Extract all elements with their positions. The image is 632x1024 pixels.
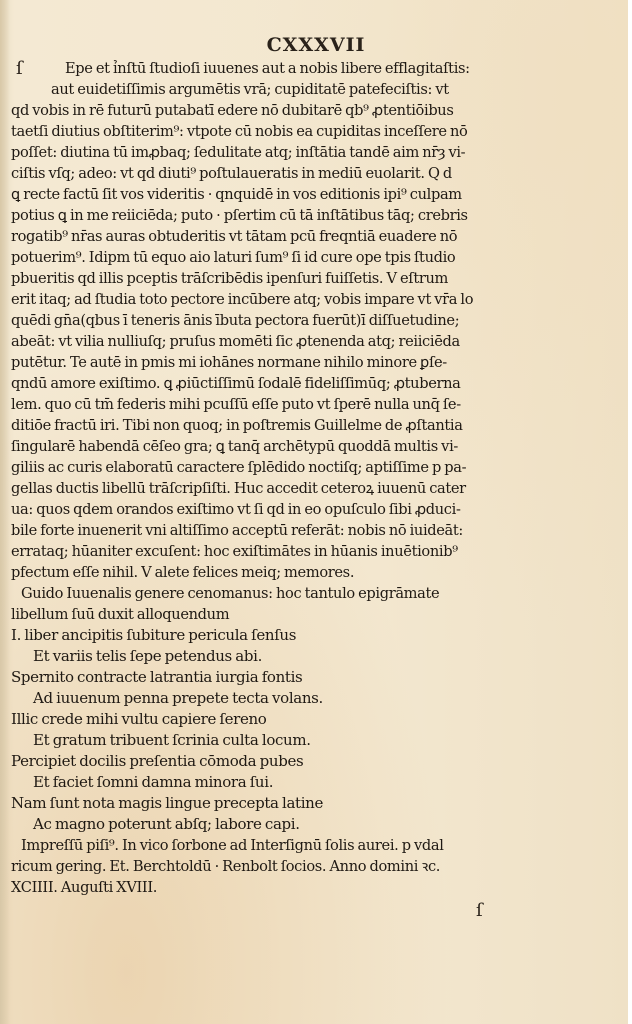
signature-mark-bottom: ſ <box>476 900 483 921</box>
page-edge <box>628 0 632 1024</box>
prose-line: poſſet: diutina tū imꝓbaq; ſedulitate atq; inſtātia tandē aim nr̄ȝ vi- <box>11 144 466 161</box>
prose-line: putētur. Te autē in pmis mi iohānes normane nihilo minore ꝑſe- <box>11 354 447 371</box>
verse-line: Ad iuuenum penna prepete tecta volans. <box>33 689 323 707</box>
prose-line: abeāt: vt vilia nulliuſq; pruſus momēti ſic ꝓtenenda atq; reiiciēda <box>11 333 460 350</box>
prose-line: rogatib⁹ nr̄as auras obtuderitis vt tātam pcū freqntiā euadere nō <box>11 228 458 245</box>
epigram-intro-line: libellum ſuū duxit alloquendum <box>11 606 230 623</box>
colophon-line: XCIIII. Auguſti XVIII. <box>11 879 158 896</box>
colophon <box>11 835 539 898</box>
verse-line: Et gratum tribuent ſcrinia culta locum. <box>33 731 311 749</box>
prose-line: bile forte inuenerit vni altiſſimo acceptū referāt: nobis nō iuideāt: <box>11 522 463 539</box>
colophon-line: ricum gering. Et. Berchtoldū · Renbolt ſocios. Anno domini ꝛc. <box>11 858 441 875</box>
prose-line: ciſtis vſq; adeo: vt qd diuti⁹ poſtulaueratis in mediū euolarit. Q d <box>11 165 452 182</box>
verse-line: Et faciet ſomni damna minora ſui. <box>33 773 274 791</box>
prose-line: lem. quo cū tm̄ federis mihi pcuſſū eſſe puto vt ſperē nulla unq̄ ſe- <box>11 396 461 413</box>
verse-line: Spernito contracte latrantia iurgia fontis <box>11 668 303 686</box>
prose-line: pfectum eſſe nihil. V alete felices meiq; memores. <box>11 564 355 581</box>
prose-line: ua: quos qdem orandos exiſtimo vt ſi qd in eo opuſculo ſibi ꝓduci- <box>11 501 461 518</box>
verse-line: Illic crede mihi vultu capiere ſereno <box>11 710 267 728</box>
prose-line: taetſi diutius obſtiterim⁹: vtpote cū nobis ea cupiditas inceſſere nō <box>11 123 468 140</box>
prose-line: potuerim⁹. Idipm tū equo aio laturi ſum⁹ ſi id cure ope tpis ſtudio <box>11 249 456 266</box>
prose-line: quēdi gn̄a(qbus ī teneris ānis ībuta pectora fuerūt)ī diſſuetudine; <box>11 312 460 329</box>
prose-line: ſingularē habendā cēſeo gra; ꝗ tanq̄ archētypū quoddā multis vi- <box>11 438 458 455</box>
verse-line: Ac magno poterunt abſq; labore capi. <box>33 815 300 833</box>
prose-line: aut euidetiſſimis argumētis vrā; cupiditatē patefeciſtis: vt <box>51 81 449 98</box>
verse-line: Nam ſunt nota magis lingue precepta latine <box>11 794 324 812</box>
prose-section <box>11 58 539 583</box>
epigram-intro-line: Guido Iuuenalis genere cenomanus: hoc tantulo epigrāmate <box>21 585 440 602</box>
verse-line: Et variis telis ſepe petendus abi. <box>33 647 263 665</box>
prose-line: qd vobis in rē futurū putabatī edere nō dubitarē qb⁹ ꝓtentiōibus <box>11 102 454 119</box>
verse-line: Percipiet docilis preſentia cōmoda pubes <box>11 752 304 770</box>
prose-line: erit itaq; ad ſtudia toto pectore incūbere atq; vobis impare vt vr̄a lo <box>11 291 474 308</box>
prose-line: potius ꝗ in me reiiciēda; puto · pſertim cū tā inſtātibus tāq; crebris <box>11 207 468 224</box>
prose-line: giliis ac curis elaboratū caractere ſplēdido noctiſq; aptiſſime p pa- <box>11 459 467 476</box>
epigram-intro <box>11 583 539 625</box>
prose-line: gellas ductis libellū trāſcripſiſti. Huc accedit ceteroꝝ iuuenū cater <box>11 480 466 497</box>
prose-line: qndū amore exiſtimo. ꝗ ꝓiūctiſſimū ſodalē fideliſſimūq; ꝓtuberna <box>11 375 461 392</box>
text-block <box>11 58 539 898</box>
epigram-verse <box>11 625 539 835</box>
prose-line: pbueritis qd illis pceptis trāſcribēdis ipenſuri fuiſſetis. V eſtrum <box>11 270 449 287</box>
colophon-line: Impreſſū piſi⁹. In vico ſorbone ad Interſignū ſolis aurei. p vdal <box>21 837 444 854</box>
folio-number: CXXXVII <box>266 34 366 56</box>
prose-line: ditiōe fractū iri. Tibi non quoq; in poſtremis Guillelme de ꝓſtantia <box>11 417 463 434</box>
prose-line: Epe et ỉnſtū ſtudioſi iuuenes aut a nobis libere efflagitaſtis: <box>65 60 470 77</box>
signature-mark-top: ſ <box>16 58 23 79</box>
binding-gutter <box>0 0 10 1024</box>
verse-line: I. liber ancipitis ſubiture pericula ſenſus <box>11 626 297 644</box>
prose-line: ꝗ recte factū ſit vos videritis · qnquidē in vos editionis ipi⁹ culpam <box>11 186 462 203</box>
prose-line: errataq; hūaniter excuſent: hoc exiſtimātes in hūanis inuētionib⁹ <box>11 543 458 560</box>
